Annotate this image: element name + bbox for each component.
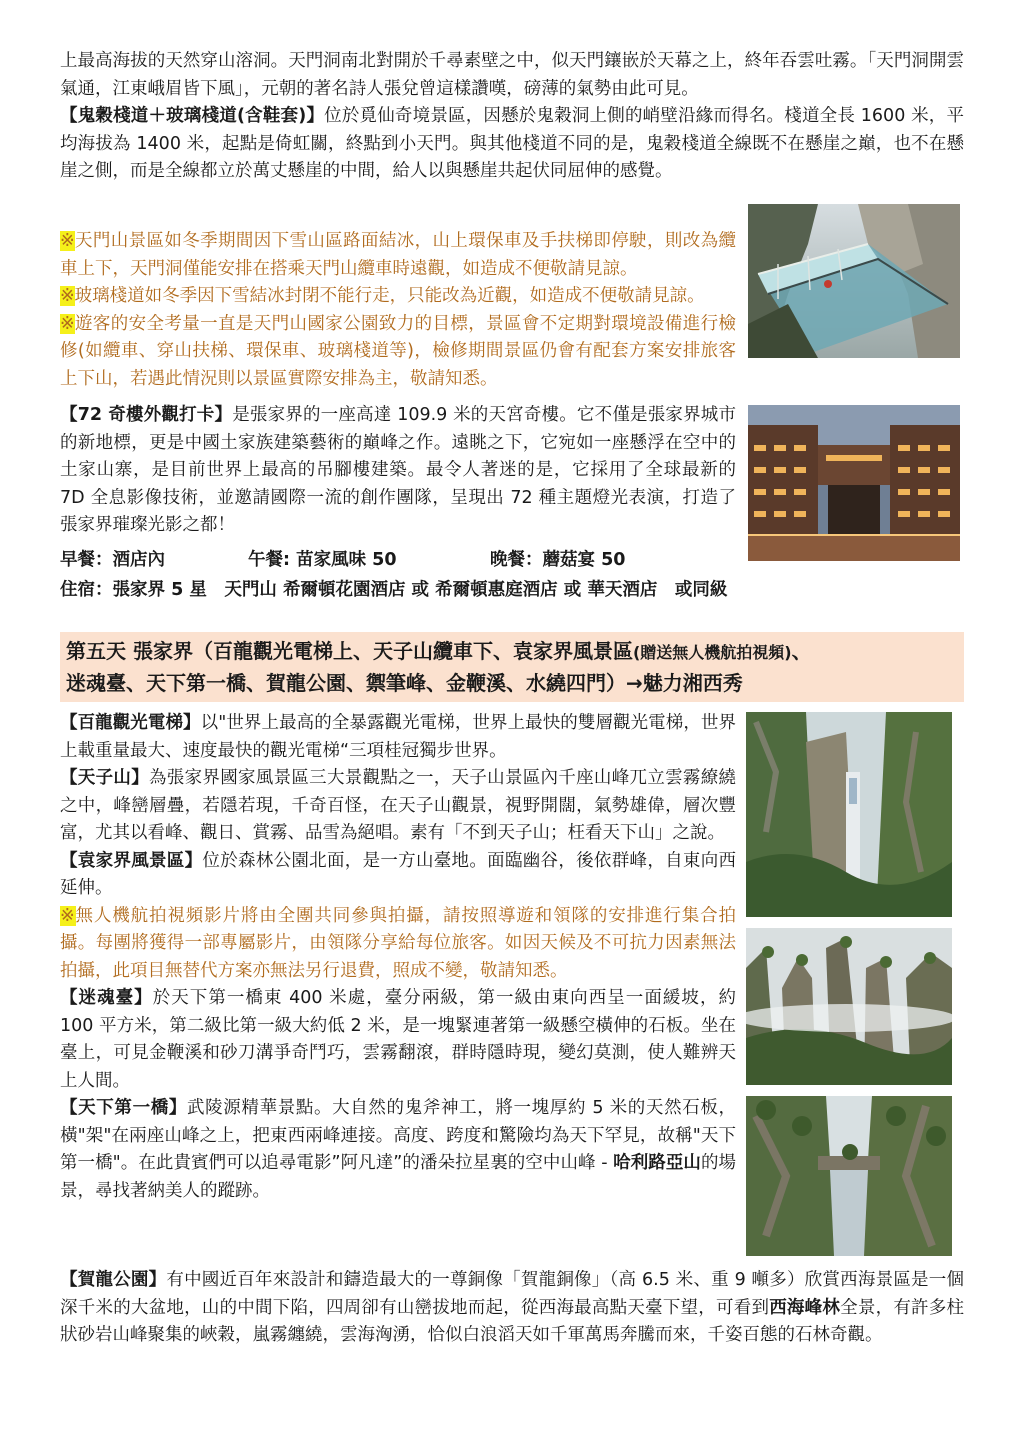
day5-title-small: (贈送無人機航拍視頻) [632, 643, 792, 662]
meals-row [60, 547, 740, 574]
bailong-text: 以"世界上最高的全暴露觀光電梯，世界上最快的雙層觀光電梯，世界上載重量最大、速度最快的觀光電梯“三項桂冠獨步世界。 [60, 713, 736, 761]
mist-peaks-photo [746, 928, 952, 1085]
note-text: 無人機航拍視頻影片將由全團共同參與拍攝，請按照導遊和領隊的安排進行集合拍攝。每團將獲得一部專屬影片，由領隊分享給每位旅客。如因天候及不可抗力因素無法拍攝，此項目無替代方案亦無法另行退費，照成不變，敬請知悉。 [60, 905, 737, 981]
mihuntai-paragraph [60, 985, 736, 1095]
note-text: 玻璃棧道如冬季因下雪結冰封閉不能行走，只能改為近觀，如造成不便敬請見諒。 [74, 286, 705, 306]
note-text: 天門山景區如冬季期間因下雪山區路面結冰，山上環保車及手扶梯即停駛，則改為纜車上下，天門洞僅能安排在搭乘天門山纜車時遠觀，如造成不便敬請見諒。 [60, 231, 736, 279]
yuanjiajie-text: 位於森林公園北面，是一方山臺地。面臨幽谷，後依群峰，自東向西延伸。 [60, 850, 737, 898]
yuanjiajie-paragraph [60, 848, 736, 903]
helong-text-b: 全景，有許多柱狀砂岩山峰聚集的峽穀，嵐霧纏繞，雲海洶湧，恰似白浪滔天如千軍萬馬奔騰而來，千姿百態的石林奇觀。 [60, 1297, 965, 1345]
day5-title-line1-end: 、 [791, 639, 812, 663]
qilou-paragraph [60, 402, 736, 540]
breakfast: 早餐：酒店內 [60, 550, 165, 570]
guiguzhandao-paragraph [60, 103, 964, 186]
bailong-title: 【百龍觀光電梯】 [60, 713, 201, 733]
tianxia-title: 【天下第一橋】 [60, 1098, 187, 1118]
note-item [60, 228, 736, 283]
lunch: 午餐: 苗家風味 50 [248, 550, 397, 570]
bailong-elevator-photo [746, 712, 952, 917]
mihuntai-text: 於天下第一橋東 400 米處，臺分兩級，第一級由東向西呈一面緩坡，約 100 平方米，第二級比第一級大約低 2 米，是一塊緊連著第一級懸空橫伸的石板。坐在臺上，可見金鞭溪和砂刀溝爭奇鬥巧，雲霧翻滾，群時隱時現，變幻莫測，使人難辨天上人間。 [60, 988, 737, 1091]
note-mark: ※ [60, 286, 75, 306]
tianzishan-title: 【天子山】 [60, 768, 149, 788]
qilou-title: 【72 奇樓外觀打卡】 [60, 405, 233, 425]
tianzishan-text: 為張家界國家風景區三大景觀點之一，天子山景區內千座山峰兀立雲霧繚繞之中，峰巒層疊，若隱若現，千奇百怪，在天子山觀景，視野開闊，氣勢雄偉，層次豐富，尤其以看峰、觀日、賞霧、品雪為絕唱。素有「不到天子山；枉看天下山」之說。 [60, 768, 737, 843]
glass-walkway-photo [748, 204, 960, 358]
drone-note [60, 903, 736, 986]
intro-paragraph [60, 48, 964, 186]
tianxia-bridge-photo [746, 1096, 952, 1256]
note-mark: ※ [60, 231, 76, 251]
note-text: 遊客的安全考量一直是天門山國家公園致力的目標，景區會不定期對環境設備進行檢修(如纜車、穿山扶梯、環保車、玻璃棧道等)，檢修期間景區仍會有配套方案安排旅客上下山，若遇此情況則以景區實際安排為主，敬請知悉。 [60, 313, 736, 389]
tianzishan-paragraph [60, 765, 736, 848]
yuanjiajie-title: 【袁家界風景區】 [60, 850, 203, 871]
tianxia-text-bold: 哈利路亞山 [613, 1153, 701, 1173]
tianxia-paragraph [60, 1095, 736, 1205]
day5-title-line1: 第五天 張家界（百龍觀光電梯上、天子山纜車下、袁家界風景區 [66, 639, 633, 663]
helong-title: 【賀龍公園】 [60, 1270, 167, 1290]
bailong-paragraph [60, 710, 736, 765]
qilou-building-photo [748, 405, 960, 561]
helong-paragraph [60, 1267, 964, 1350]
guiguzhandao-title: 【鬼穀棧道＋玻璃棧道(含鞋套)】 [60, 106, 325, 126]
lodging: 住宿：張家界 5 星 天門山 希爾頓花園酒店 或 希爾頓惠庭酒店 或 華天酒店 或同級 [60, 580, 728, 600]
qilou-text: 是張家界的一座高達 109.9 米的天宮奇樓。它不僅是張家界城市的新地標，更是中國土家族建築藝術的巔峰之作。遠眺之下，它宛如一座懸浮在空中的土家山寨，是目前世界上最高的吊腳樓建築。最令人著迷的是，它採用了全球最新的 7D 全息影像技術，並邀請國際一流的創作團隊，呈現出 72 種主題燈光表演，打造了張家界璀璨光影之都！ [60, 405, 736, 535]
note-mark: ※ [60, 313, 76, 334]
note-item [60, 283, 736, 311]
day5-left-column [60, 710, 736, 1205]
helong-text-a: 有中國近百年來設計和鑄造最大的一尊銅像「賀龍銅像」（高 6.5 米、重 9 噸多）欣賞西海景區是一個深千米的大盆地，山的中間下陷，四周卻有山巒拔地而起，從西海最高點天臺下望，可看到 [60, 1270, 964, 1318]
mihuntai-title: 【迷魂臺】 [60, 988, 153, 1008]
day5-title-line2: 迷魂臺、天下第一橋、賀龍公園、禦筆峰、金鞭溪、水繞四門）→魅力湘西秀 [66, 671, 743, 695]
tianxia-text-b: 的場景，尋找著納美人的蹤跡。 [60, 1153, 736, 1201]
helong-text-bold: 西海峰林 [769, 1297, 841, 1318]
dinner: 晚餐：蘑菇宴 50 [490, 550, 626, 570]
note-mark: ※ [60, 905, 76, 926]
day5-title [60, 632, 964, 702]
tianxia-text-a: 武陵源精華景點。大自然的鬼斧神工，將一塊厚約 5 米的天然石板，橫"架"在兩座山峰之上，把東西兩峰連接。高度、跨度和驚險均為天下罕見，故稱"天下第一橋"。在此貴賓們可以追尋電影”阿凡達”的潘朵拉星裏的空中山峰 - [60, 1098, 737, 1173]
guiguzhandao-text: 位於覓仙奇境景區，因懸於鬼穀洞上側的峭壁沿緣而得名。棧道全長 1600 米，平均海拔為 1400 米，起點是倚虹關，終點到小天門。與其他棧道不同的是，鬼穀棧道全線既不在懸崖之巔，也不在懸崖之側，而是全線都立於萬丈懸崖的中間，給人以與懸崖共起伏同屈伸的感覺。 [60, 106, 964, 181]
intro-text: 上最高海拔的天然穿山溶洞。天門洞南北對開於千尋素壁之中，似天門鑲嵌於天幕之上，終年吞雲吐霧。「天門洞開雲氣通，江東峨眉皆下風」，元朝的著名詩人張兌曾這樣讚嘆，磅薄的氣勢由此可見。 [60, 51, 964, 99]
notes-block-1 [60, 228, 736, 393]
note-item [60, 311, 736, 394]
